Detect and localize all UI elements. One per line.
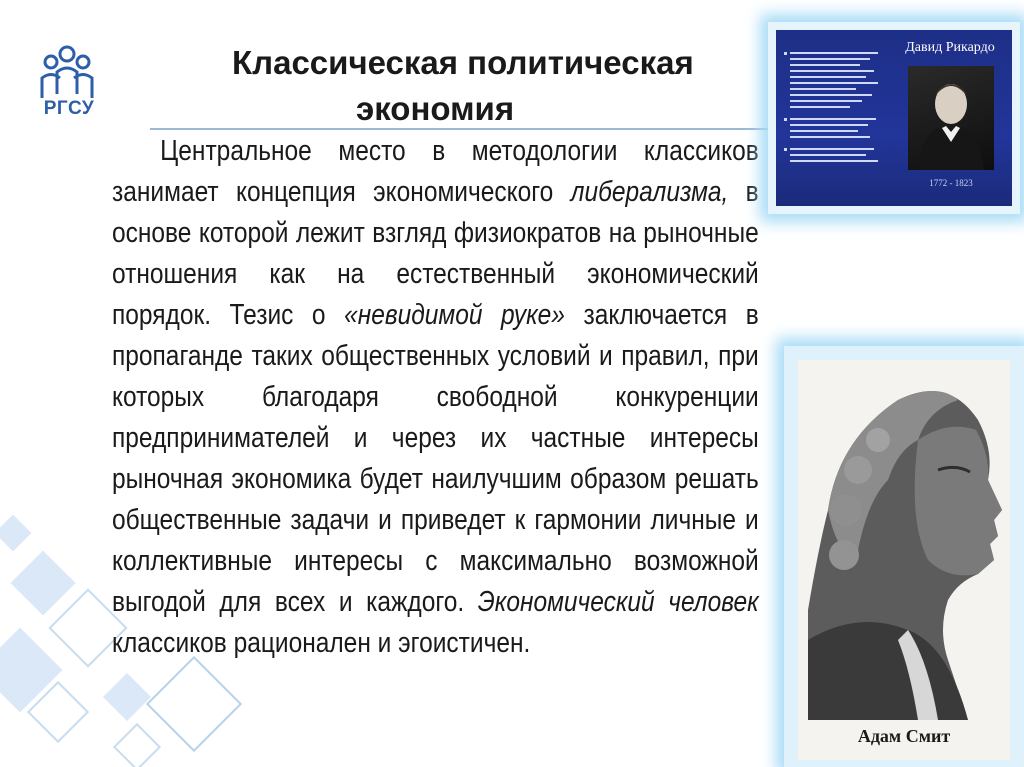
title-divider <box>150 128 770 130</box>
paragraph-text-2: в основе которой лежит взгляд физиократов на рыночные отношения как на естественный экономический порядок. Тезис о <box>112 176 759 331</box>
main-paragraph <box>112 131 759 664</box>
decor-square <box>113 723 161 767</box>
bullet-lines-graphic <box>784 48 884 198</box>
paragraph-text-1: Центральное место в методологии классиков занимает концепция экономического <box>112 135 759 208</box>
paragraph-italic-1: либерализма, <box>570 176 729 208</box>
paragraph-italic-3: Экономический человек <box>477 586 759 618</box>
logo-text: РГСУ <box>43 98 95 119</box>
decor-square <box>103 673 151 721</box>
smith-portrait-image <box>784 346 1024 767</box>
decor-square <box>146 656 242 752</box>
title-line-1: Классическая политическая <box>232 44 694 81</box>
decor-square <box>10 550 75 615</box>
smith-portrait-inner <box>798 360 1010 760</box>
ricardo-portrait <box>908 66 994 170</box>
ricardo-dates: 1772 - 1823 <box>929 178 973 188</box>
title-line-2: экономия <box>356 90 515 127</box>
ricardo-slide-image <box>768 22 1020 214</box>
ricardo-title: Давид Рикардо <box>905 40 995 55</box>
ricardo-bullets <box>784 48 884 201</box>
page-title <box>200 40 750 132</box>
smith-caption: Адам Смит <box>857 726 951 746</box>
ricardo-portrait-graphic <box>908 66 994 170</box>
paragraph-text-3: заключается в пропаганде таких общественных условий и правил, при которых благодаря свободной конкуренции предпринимателей и через их частные интересы рыночная экономика будет наилучшим образом решать общественные задачи и приведет к гармонии личные и коллективные интересы с максимально возможной выгодой для всех и каждого. <box>112 299 759 618</box>
decor-square <box>0 515 31 552</box>
ricardo-slide-inner <box>776 30 1012 206</box>
paragraph-text-4: классиков рационален и эгоистичен. <box>112 627 531 659</box>
paragraph-italic-2: «невидимой руке» <box>344 299 565 331</box>
smith-portrait-graphic <box>798 360 1010 720</box>
